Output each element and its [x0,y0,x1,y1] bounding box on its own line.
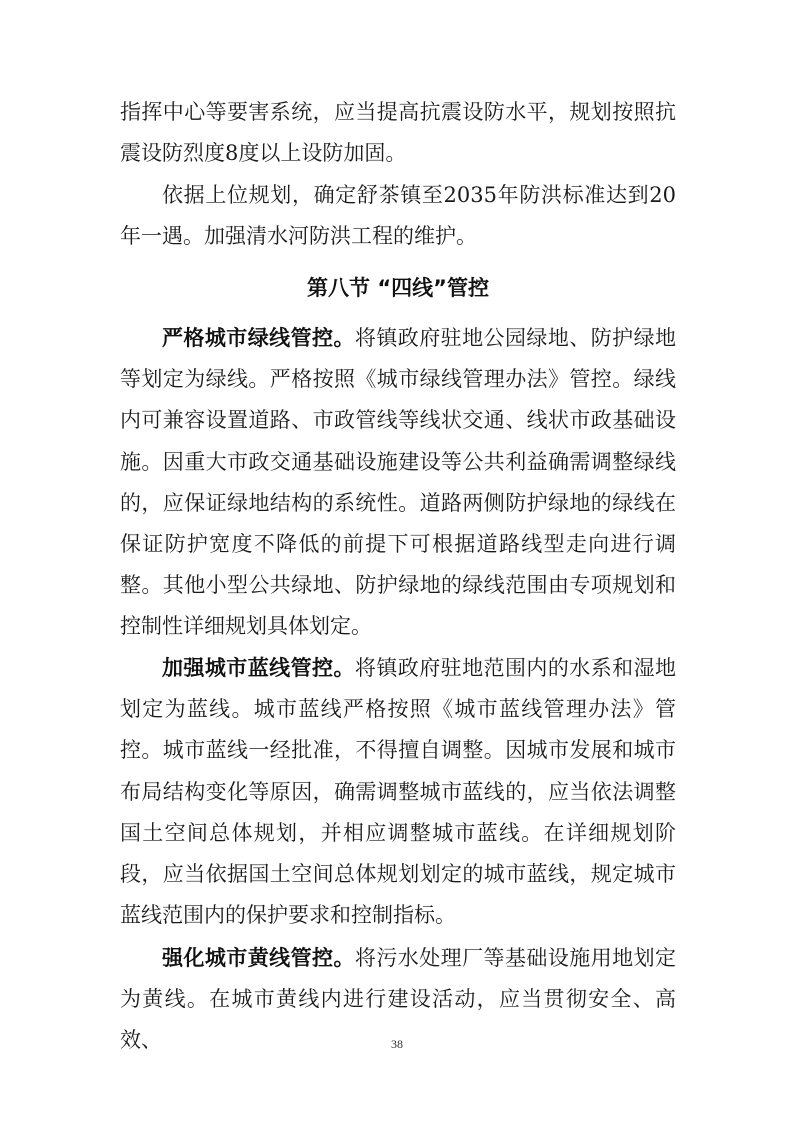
blue-line-body: 将镇政府驻地范围内的水系和湿地划定为蓝线。城市蓝线严格按照《城市蓝线管理办法》管控。城市蓝线一经批准，不得擅自调整。因城市发展和城市布局结构变化等原因，确需调整城市蓝线的，应当依法调整国土空间总体规划，并相应调整城市蓝线。在详细规划阶段，应当依据国土空间总体规划划定的城市蓝线，规定城市蓝线范围内的保护要求和控制指标。 [120,656,677,928]
yellow-line-heading: 强化城市黄线管控。 [162,946,355,970]
paragraph-blue-line [120,648,676,936]
paragraph-green-line [120,318,676,648]
section-title: 第八节 “四线”管控 [307,276,489,300]
paragraph-seismic-continuation: 指挥中心等要害系统，应当提高抗震设防水平，规划按照抗震设防烈度8度以上设防加固。 [120,100,676,166]
green-line-heading: 严格城市绿线管控。 [162,326,355,350]
blue-line-heading: 加强城市蓝线管控。 [162,656,355,680]
green-line-body: 将镇政府驻地公园绿地、防护绿地等划定为绿线。严格按照《城市绿线管理办法》管控。绿线内可兼容设置道路、市政管线等线状交通、线状市政基础设施。因重大市政交通基础设施建设等公共利益确需调整绿线的，应保证绿地结构的系统性。道路两侧防护绿地的绿线在保证防护宽度不降低的前提下可根据道路线型走向进行调整。其他小型公共绿地、防护绿地的绿线范围由专项规划和控制性详细规划具体划定。 [120,326,677,639]
yellow-line-body: 将污水处理厂等基础设施用地划定为黄线。在城市黄线内进行建设活动，应当贯彻安全、高效、 [120,946,677,1053]
page-number: 38 [391,1037,403,1051]
paragraph-flood-standard: 依据上位规划，确定舒茶镇至2035年防洪标准达到20年一遇。加强清水河防洪工程的维护。 [120,183,676,249]
